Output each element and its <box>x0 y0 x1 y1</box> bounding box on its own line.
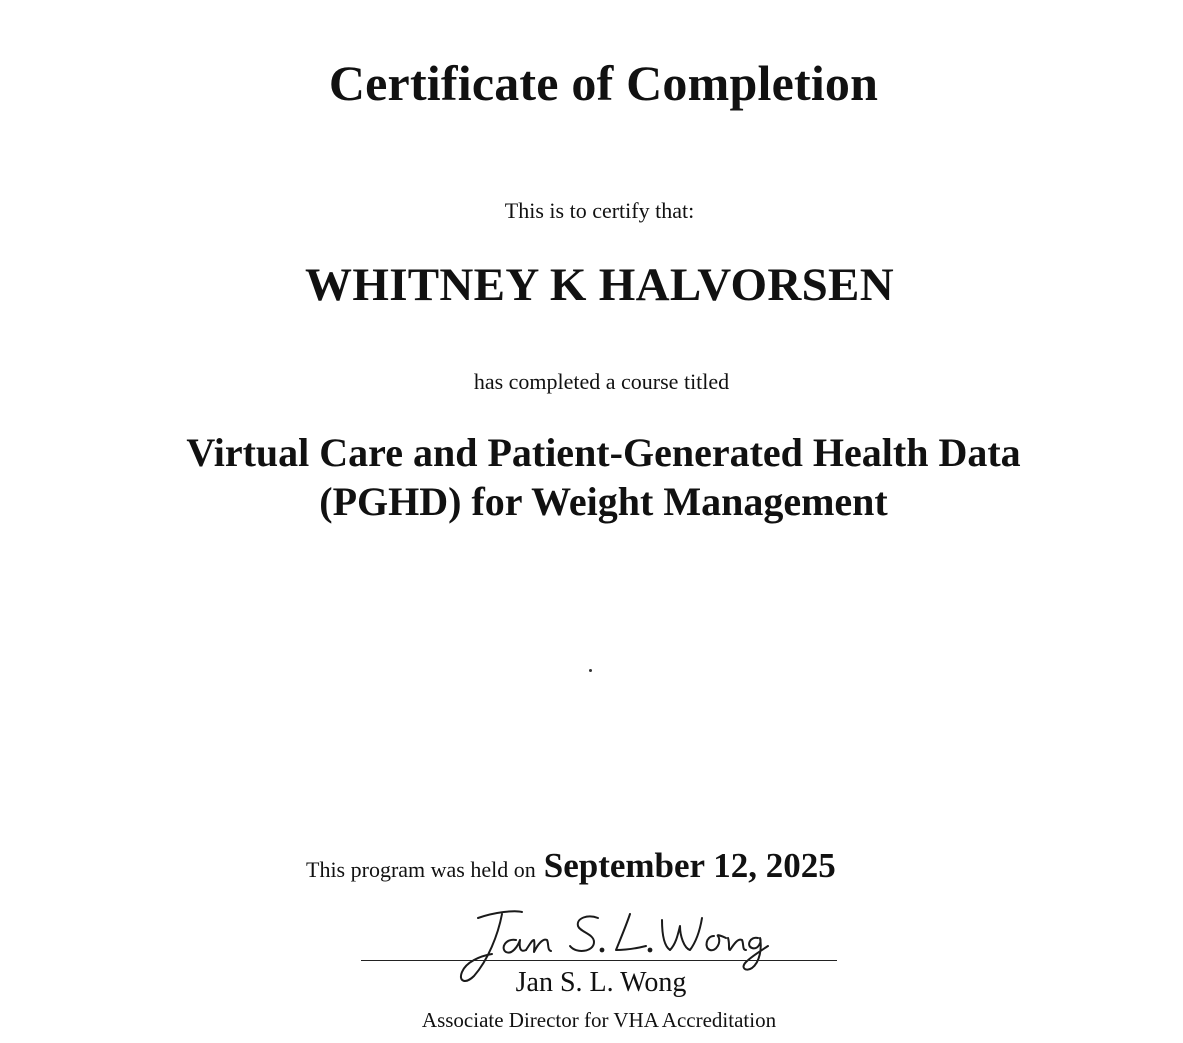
program-held-label: This program was held on <box>306 857 536 882</box>
certify-statement: This is to certify that: <box>504 198 695 223</box>
course-title <box>12 428 1183 526</box>
course-title-line-2: (PGHD) for Weight Management <box>319 479 888 524</box>
certificate-title: Certificate of Completion <box>328 55 879 111</box>
program-date-line <box>306 846 836 886</box>
signer-name: Jan S. L. Wong <box>515 967 687 998</box>
paper-speck <box>589 669 592 672</box>
program-date: September 12, 2025 <box>543 846 836 885</box>
completion-statement: has completed a course titled <box>473 369 730 394</box>
signer-title: Associate Director for VHA Accreditation <box>421 1008 777 1032</box>
recipient-name: WHITNEY K HALVORSEN <box>305 259 894 311</box>
signature-line <box>361 960 837 961</box>
course-title-line-1: Virtual Care and Patient-Generated Health Data <box>186 430 1021 475</box>
